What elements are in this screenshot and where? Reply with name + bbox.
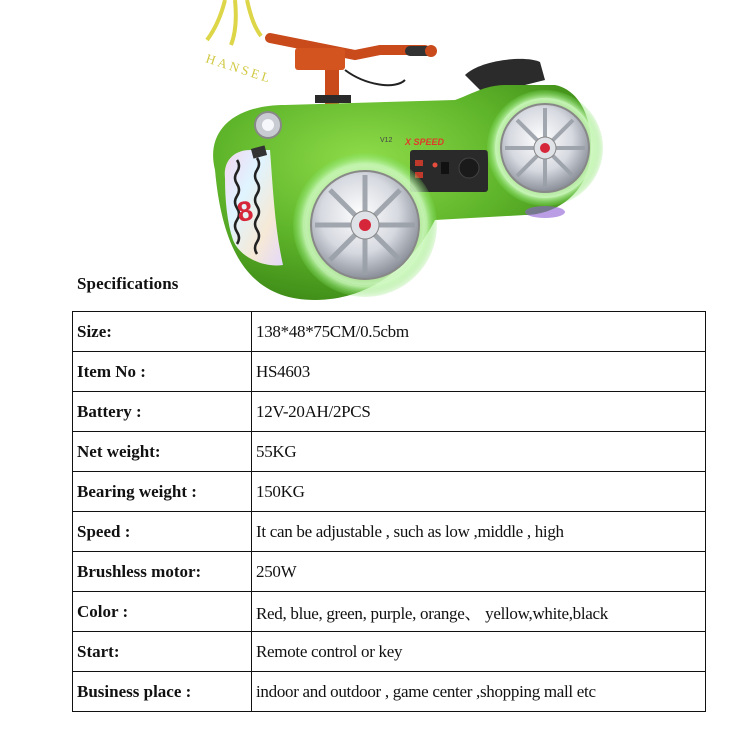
- table-row-brushless-motor: [73, 552, 706, 592]
- spec-value: 55KG: [252, 432, 706, 472]
- spec-value: 138*48*75CM/0.5cbm: [252, 312, 706, 352]
- table-row-business-place: [73, 672, 706, 712]
- spec-value: HS4603: [252, 352, 706, 392]
- table-row-bearing-weight: [73, 472, 706, 512]
- svg-text:V12: V12: [380, 137, 393, 144]
- spec-value: Remote control or key: [252, 632, 706, 672]
- rear-wheel: [487, 90, 603, 206]
- spec-value: It can be adjustable , such as low ,middle , high: [252, 512, 706, 552]
- brand-logo-watermark: [204, 0, 275, 86]
- table-row-start: [73, 632, 706, 672]
- svg-text:8: 8: [234, 194, 256, 228]
- svg-text:HANSEL: HANSEL: [204, 50, 275, 87]
- spec-label: Speed :: [73, 512, 252, 552]
- specifications-title: Specifications: [77, 274, 179, 293]
- front-wheel: [293, 153, 437, 297]
- spec-value: 250W: [252, 552, 706, 592]
- spec-label: Size:: [73, 312, 252, 352]
- table-row-color: [73, 592, 706, 632]
- spec-value: 12V-20AH/2PCS: [252, 392, 706, 432]
- spec-label: Business place :: [73, 672, 252, 712]
- product-image: [195, 0, 615, 305]
- spec-label: Item No :: [73, 352, 252, 392]
- spec-value: Red, blue, green, purple, orange、 yellow,white,black: [252, 592, 706, 632]
- specifications-table: [72, 311, 706, 712]
- spec-label: Bearing weight :: [73, 472, 252, 512]
- spec-label: Color :: [73, 592, 252, 632]
- spec-label: Start:: [73, 632, 252, 672]
- spec-label: Brushless motor:: [73, 552, 252, 592]
- table-row-net-weight: [73, 432, 706, 472]
- table-row-battery: [73, 392, 706, 432]
- table-row-speed: [73, 512, 706, 552]
- svg-text:X SPEED: X SPEED: [405, 137, 445, 147]
- spec-label: Net weight:: [73, 432, 252, 472]
- table-row-item-no: [73, 352, 706, 392]
- spec-value: 150KG: [252, 472, 706, 512]
- spec-value: indoor and outdoor , game center ,shopping mall etc: [252, 672, 706, 712]
- table-row-size: [73, 312, 706, 352]
- spec-label: Battery :: [73, 392, 252, 432]
